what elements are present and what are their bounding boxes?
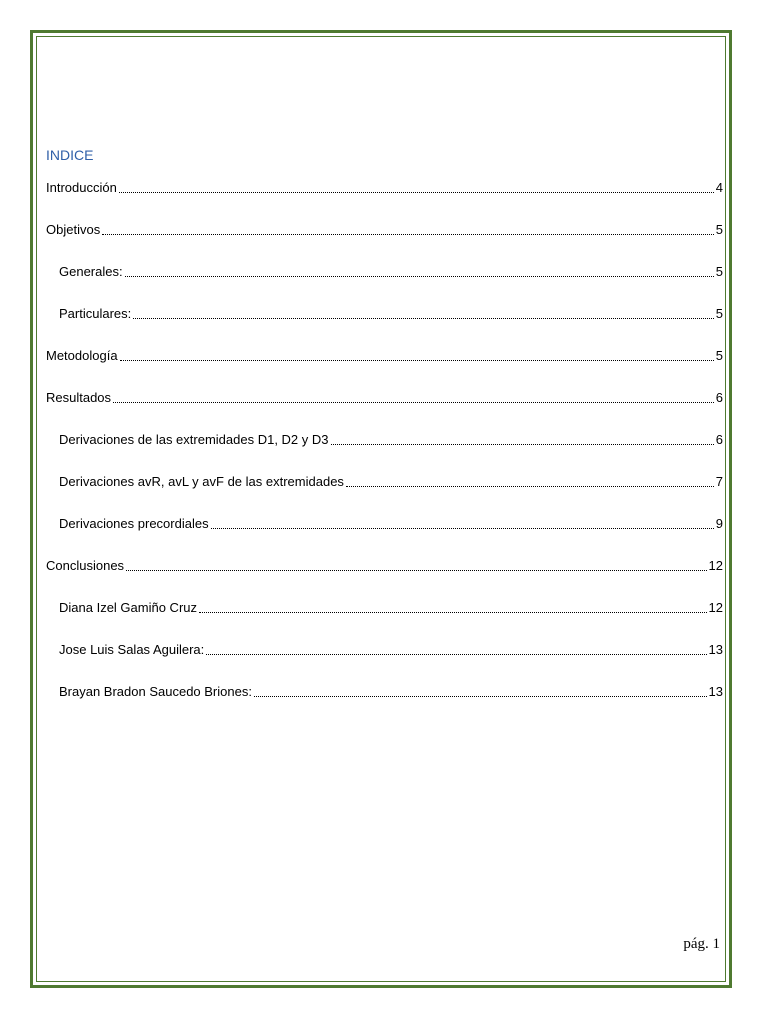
toc-entry-page: 5 — [715, 348, 723, 363]
toc-entry-page: 5 — [715, 264, 723, 279]
toc-entry-page: 7 — [715, 474, 723, 489]
toc-entry-label: Brayan Bradon Saucedo Briones: — [59, 684, 252, 699]
dot-leader — [126, 569, 706, 571]
toc-entry-metodologia[interactable] — [46, 346, 723, 366]
toc-entry-conclusiones[interactable] — [46, 556, 723, 576]
dot-leader — [254, 695, 707, 697]
dot-leader — [346, 485, 714, 487]
dot-leader — [199, 611, 707, 613]
toc-entry-label: Derivaciones precordiales — [59, 516, 209, 531]
dot-leader — [133, 317, 714, 319]
toc-entry-page: 5 — [715, 222, 723, 237]
toc-entry-label: Derivaciones avR, avL y avF de las extremidades — [59, 474, 344, 489]
toc-entry-page: 4 — [715, 180, 723, 195]
toc-entry-label: Derivaciones de las extremidades D1, D2 y D3 — [59, 432, 329, 447]
toc-entry-derivaciones-extremidades[interactable] — [46, 430, 723, 450]
toc-entry-resultados[interactable] — [46, 388, 723, 408]
toc-entry-page: 13 — [708, 684, 723, 699]
toc-entry-page: 6 — [715, 432, 723, 447]
dot-leader — [120, 359, 714, 361]
toc-entry-label: Generales: — [59, 264, 123, 279]
dot-leader — [206, 653, 706, 655]
toc-entry-derivaciones-precordiales[interactable] — [46, 514, 723, 534]
toc-title: INDICE — [46, 147, 94, 163]
toc-entry-generales[interactable] — [46, 262, 723, 282]
dot-leader — [113, 401, 714, 403]
toc-entry-diana[interactable] — [46, 598, 723, 618]
toc-entry-label: Metodología — [46, 348, 118, 363]
table-of-contents — [46, 144, 723, 724]
dot-leader — [125, 275, 714, 277]
toc-entry-label: Resultados — [46, 390, 112, 405]
toc-entry-label: Jose Luis Salas Aguilera: — [59, 642, 205, 657]
toc-entry-page: 6 — [715, 390, 723, 405]
toc-entry-label: Diana Izel Gamiño Cruz — [59, 600, 197, 615]
toc-entry-brayan[interactable] — [46, 682, 723, 702]
toc-entry-page: 12 — [708, 600, 723, 615]
toc-entry-introduccion[interactable] — [46, 178, 723, 198]
toc-entry-page: 9 — [715, 516, 723, 531]
toc-entry-label: Objetivos — [46, 222, 101, 237]
toc-entry-page: 5 — [715, 306, 723, 321]
dot-leader — [331, 443, 714, 445]
dot-leader — [211, 527, 714, 529]
page-number-footer: pág. 1 — [683, 936, 720, 952]
toc-entry-derivaciones-avr-avl-avf[interactable] — [46, 472, 723, 492]
toc-entry-label: Conclusiones — [46, 558, 125, 573]
toc-entry-label: Introducción — [46, 180, 117, 195]
dot-leader — [119, 191, 714, 193]
toc-entry-label: Particulares: — [59, 306, 132, 321]
toc-entry-particulares[interactable] — [46, 304, 723, 324]
toc-entry-page: 12 — [708, 558, 723, 573]
toc-entry-jose-luis[interactable] — [46, 640, 723, 660]
toc-entry-objetivos[interactable] — [46, 220, 723, 240]
toc-entry-page: 13 — [708, 642, 723, 657]
dot-leader — [102, 233, 714, 235]
